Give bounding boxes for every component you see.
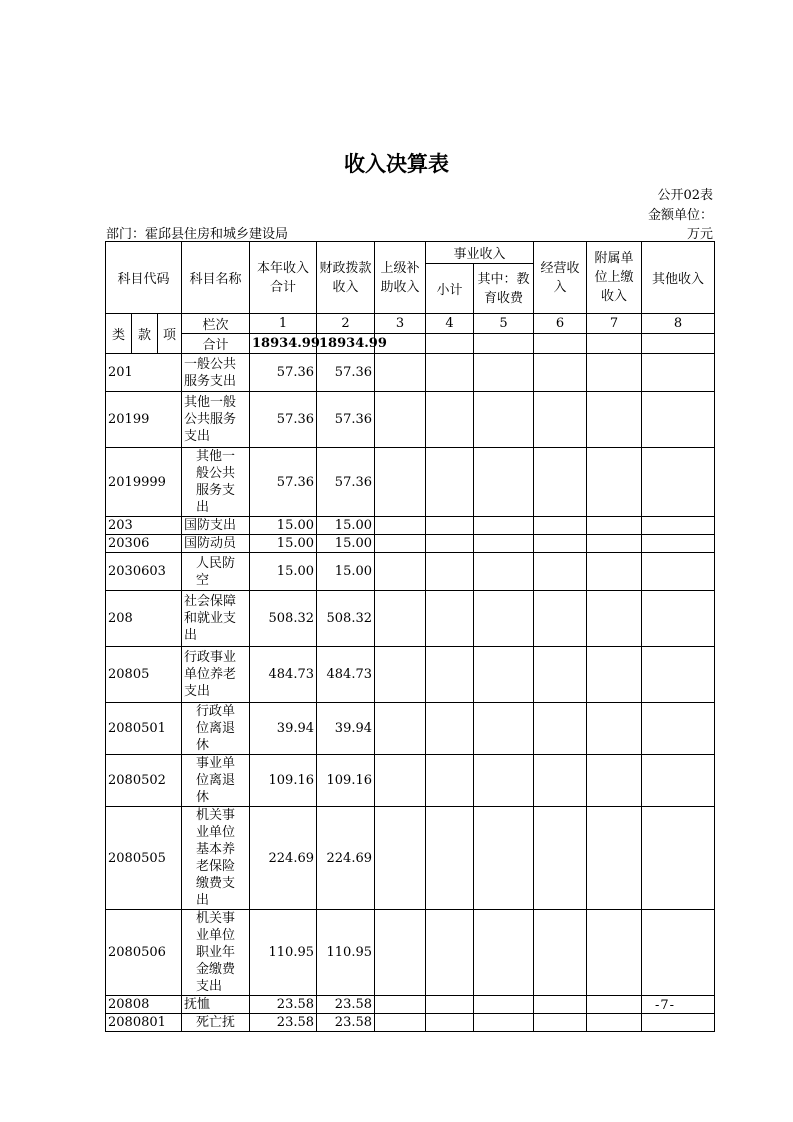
row-fiscal: 23.58 (317, 996, 375, 1014)
row-code: 203 (106, 517, 182, 535)
row-fiscal: 57.36 (317, 354, 375, 392)
header-fiscal: 财政拨款收入 (317, 242, 375, 314)
row-code: 20199 (106, 392, 182, 448)
row-name: 抚恤 (182, 996, 250, 1014)
page-number: -7- (655, 998, 676, 1013)
table-row (106, 535, 715, 553)
total-row (106, 334, 715, 354)
unit-label: 金额单位： (647, 208, 713, 223)
row-name: 一般公共服务支出 (182, 354, 250, 392)
table-row (106, 591, 715, 647)
row-total: 15.00 (250, 517, 317, 535)
header-operating: 经营收入 (534, 242, 587, 314)
table-row (106, 703, 715, 755)
row-name: 行政单位离退休 (182, 703, 250, 755)
header-kuan: 款 (132, 314, 158, 354)
row-total: 23.58 (250, 1014, 317, 1032)
row-total: 23.58 (250, 996, 317, 1014)
row-code: 2080506 (106, 910, 182, 996)
table-row (106, 448, 715, 517)
row-fiscal: 110.95 (317, 910, 375, 996)
row-code: 20808 (106, 996, 182, 1014)
table-row (106, 996, 715, 1014)
row-fiscal: 15.00 (317, 535, 375, 553)
header-superior-subsidy: 上级补助收入 (375, 242, 426, 314)
row-name: 其他一般公共服务支出 (182, 448, 250, 517)
department: 部门：霍邱县住房和城乡建设局 (106, 227, 289, 242)
row-fiscal: 15.00 (317, 553, 375, 591)
row-total: 508.32 (250, 591, 317, 647)
row-total: 39.94 (250, 703, 317, 755)
col-num-4: 4 (426, 314, 474, 334)
row-code: 208 (106, 591, 182, 647)
row-total: 15.00 (250, 553, 317, 591)
row-code: 2080502 (106, 755, 182, 807)
col-num-5: 5 (474, 314, 534, 334)
row-code: 2019999 (106, 448, 182, 517)
header-total-income: 本年收入合计 (250, 242, 317, 314)
unit: 万元 (686, 227, 713, 242)
col-num-8: 8 (642, 314, 715, 334)
row-name: 机关事业单位职业年金缴费支出 (182, 910, 250, 996)
page-title: 收入决算表 (344, 152, 449, 176)
row-name: 国防支出 (182, 517, 250, 535)
table-number: 公开02表 (657, 188, 713, 203)
row-fiscal: 39.94 (317, 703, 375, 755)
row-code: 20805 (106, 647, 182, 703)
income-table (105, 241, 715, 1032)
row-fiscal: 23.58 (317, 1014, 375, 1032)
row-name: 行政事业单位养老支出 (182, 647, 250, 703)
row-name: 死亡抚 (182, 1014, 250, 1032)
row-fiscal: 15.00 (317, 517, 375, 535)
table-row (106, 910, 715, 996)
header-subject-code: 科目代码 (106, 242, 182, 314)
row-name: 人民防空 (182, 553, 250, 591)
row-code: 2080801 (106, 1014, 182, 1032)
row-total: 109.16 (250, 755, 317, 807)
row-fiscal: 57.36 (317, 392, 375, 448)
header-lei: 类 (106, 314, 132, 354)
table-row (106, 354, 715, 392)
col-num-7: 7 (587, 314, 642, 334)
col-num-6: 6 (534, 314, 587, 334)
table-row (106, 1014, 715, 1032)
row-total: 224.69 (250, 807, 317, 910)
header-xiang: 项 (158, 314, 182, 354)
row-name: 其他一般公共服务支出 (182, 392, 250, 448)
table-row (106, 553, 715, 591)
row-code: 2080505 (106, 807, 182, 910)
row-fiscal: 484.73 (317, 647, 375, 703)
row-total: 110.95 (250, 910, 317, 996)
col-num-1: 1 (250, 314, 317, 334)
row-total: 57.36 (250, 354, 317, 392)
row-code: 2080501 (106, 703, 182, 755)
row-fiscal: 224.69 (317, 807, 375, 910)
col-num-3: 3 (375, 314, 426, 334)
table-row (106, 647, 715, 703)
row-total: 57.36 (250, 392, 317, 448)
row-fiscal: 109.16 (317, 755, 375, 807)
header-column-no: 栏次 (182, 314, 250, 334)
row-total: 484.73 (250, 647, 317, 703)
header-row-1 (106, 242, 715, 264)
total-label: 合计 (182, 334, 250, 354)
row-code: 201 (106, 354, 182, 392)
header-career-income: 事业收入 (426, 242, 534, 264)
row-code: 20306 (106, 535, 182, 553)
header-other: 其他收入 (642, 242, 715, 314)
table-row (106, 392, 715, 448)
row-name: 事业单位离退休 (182, 755, 250, 807)
fiscal-total: 18934.99 (317, 334, 375, 354)
row-total: 57.36 (250, 448, 317, 517)
header-subject-name: 科目名称 (182, 242, 250, 314)
header-subtotal: 小计 (426, 264, 474, 314)
row-total: 15.00 (250, 535, 317, 553)
header-affiliated: 附属单位上缴收入 (587, 242, 642, 314)
header-education-fee: 其中：教育收费 (474, 264, 534, 314)
column-number-row (106, 314, 715, 334)
table-row (106, 755, 715, 807)
row-code: 2030603 (106, 553, 182, 591)
row-name: 国防动员 (182, 535, 250, 553)
table-row (106, 807, 715, 910)
row-fiscal: 508.32 (317, 591, 375, 647)
row-fiscal: 57.36 (317, 448, 375, 517)
row-name: 机关事业单位基本养老保险缴费支出 (182, 807, 250, 910)
row-name: 社会保障和就业支出 (182, 591, 250, 647)
table-row (106, 517, 715, 535)
total-value: 18934.99 (250, 334, 317, 354)
col-num-2: 2 (317, 314, 375, 334)
